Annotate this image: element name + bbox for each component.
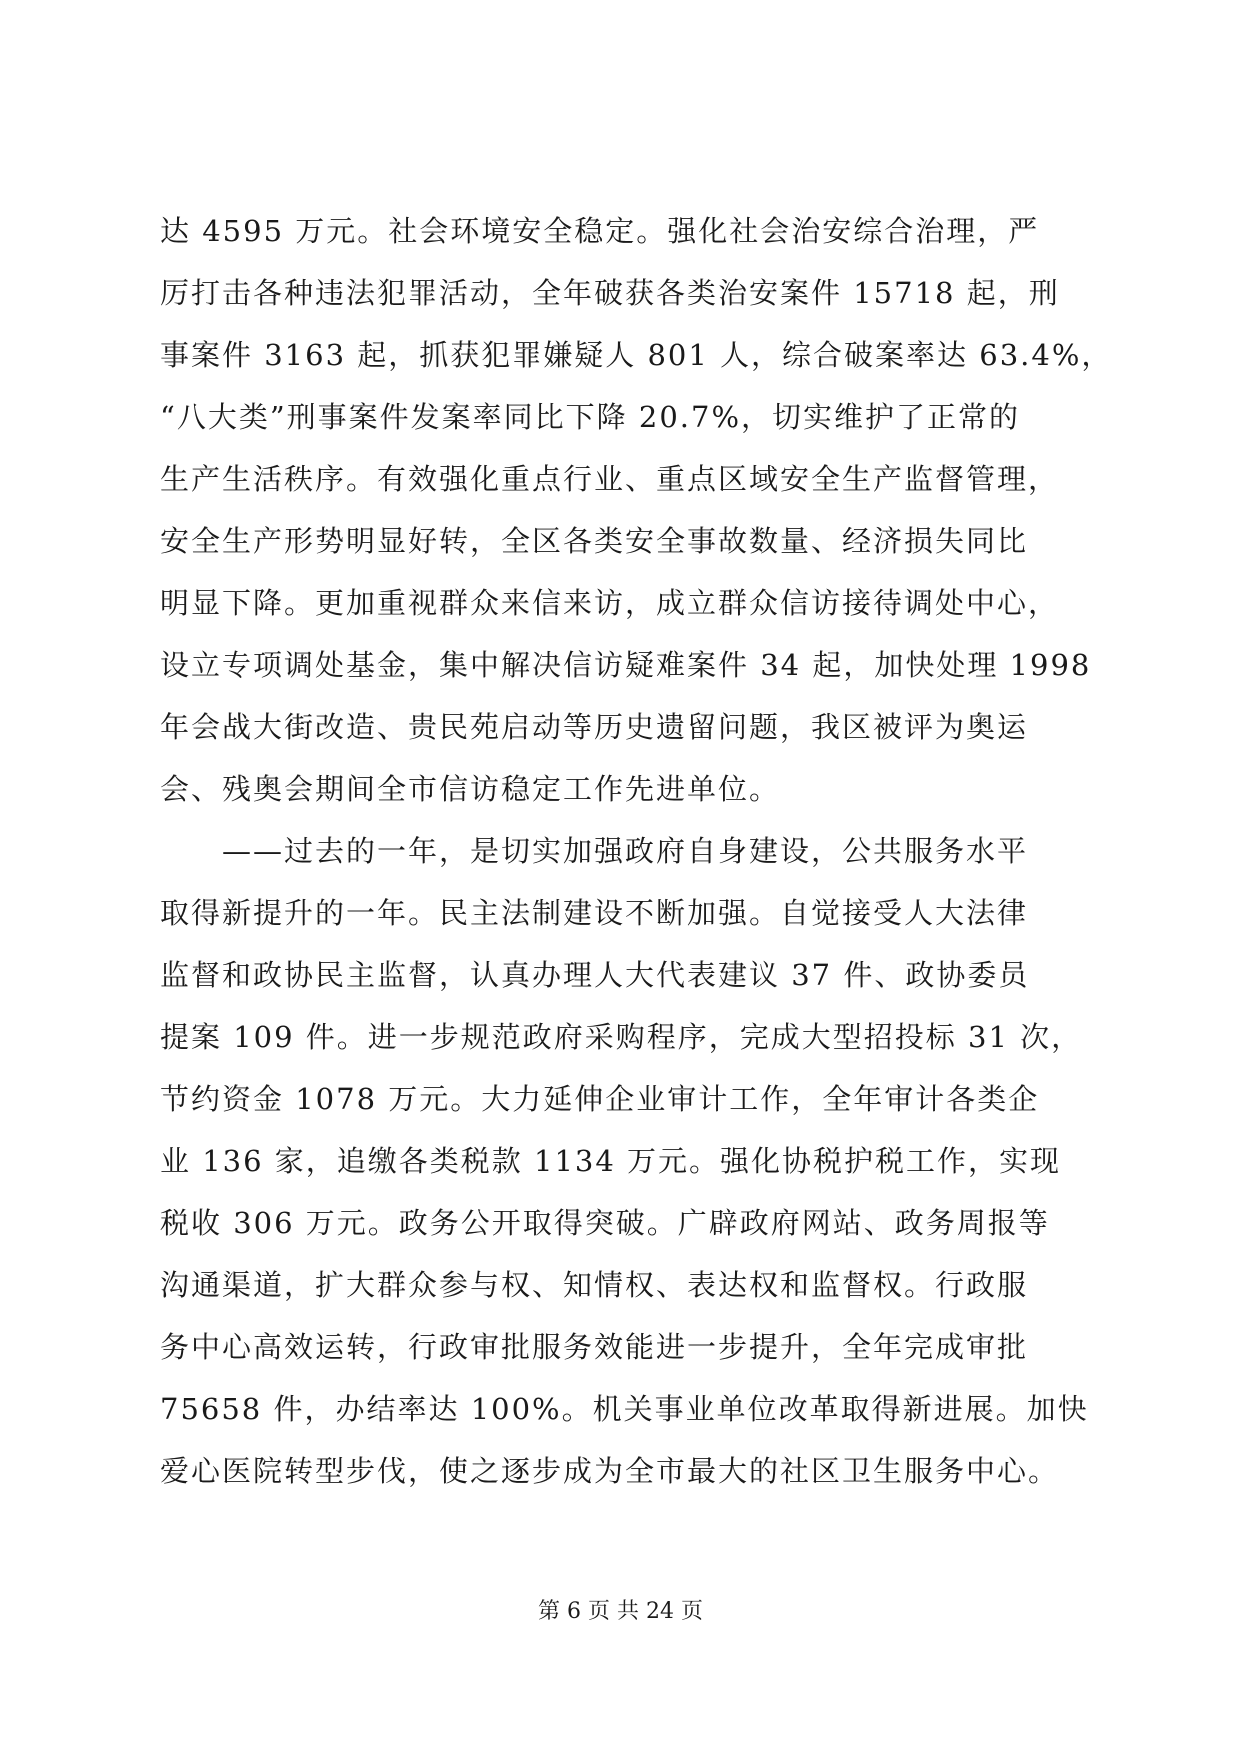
text-line: 达 4595 万元。社会环境安全稳定。强化社会治安综合治理，严 — [160, 214, 1040, 248]
text-line: 生产生活秩序。有效强化重点行业、重点区域安全生产监督管理， — [160, 462, 1060, 496]
text-line: 爱心医院转型步伐，使之逐步成为全市最大的社区卫生服务中心。 — [160, 1454, 1060, 1488]
text-line: 75658 件，办结率达 100%。机关事业单位改革取得新进展。加快 — [160, 1392, 1089, 1426]
body-text — [160, 200, 1113, 1502]
text-line: 业 136 家，追缴各类税款 1134 万元。强化协税护税工作，实现 — [160, 1144, 1062, 1178]
text-line: 安全生产形势明显好转，全区各类安全事故数量、经济损失同比 — [160, 524, 1029, 558]
text-line: 会、残奥会期间全市信访稳定工作先进单位。 — [160, 772, 781, 806]
text-line: 明显下降。更加重视群众来信来访，成立群众信访接待调处中心， — [160, 586, 1060, 620]
page-footer: 第 6 页 共 24 页 — [538, 1599, 703, 1624]
text-line: 税收 306 万元。政务公开取得突破。广辟政府网站、政务周报等 — [160, 1206, 1050, 1240]
text-line: 监督和政协民主监督，认真办理人大代表建议 37 件、政协委员 — [160, 958, 1030, 992]
text-line: 取得新提升的一年。民主法制建设不断加强。自觉接受人大法律 — [160, 896, 1029, 930]
text-line: 提案 109 件。进一步规范政府采购程序，完成大型招投标 31 次， — [160, 1020, 1083, 1054]
text-line: 设立专项调处基金，集中解决信访疑难案件 34 起，加快处理 1998 — [160, 648, 1092, 682]
text-line: 事案件 3163 起，抓获犯罪嫌疑人 801 人，综合破案率达 63.4%， — [160, 338, 1113, 372]
text-line: 沟通渠道，扩大群众参与权、知情权、表达权和监督权。行政服 — [160, 1268, 1029, 1302]
text-line: 节约资金 1078 万元。大力延伸企业审计工作，全年审计各类企 — [160, 1082, 1040, 1116]
text-line: 厉打击各种违法犯罪活动，全年破获各类治安案件 15718 起，刑 — [160, 276, 1060, 310]
text-line: “八大类”刑事案件发案率同比下降 20.7%，切实维护了正常的 — [160, 400, 1020, 434]
text-line: 年会战大街改造、贵民苑启动等历史遗留问题，我区被评为奥运 — [160, 710, 1029, 744]
text-line: 务中心高效运转，行政审批服务效能进一步提升，全年完成审批 — [160, 1330, 1029, 1364]
text-line: ——过去的一年，是切实加强政府自身建设，公共服务水平 — [160, 834, 1029, 868]
